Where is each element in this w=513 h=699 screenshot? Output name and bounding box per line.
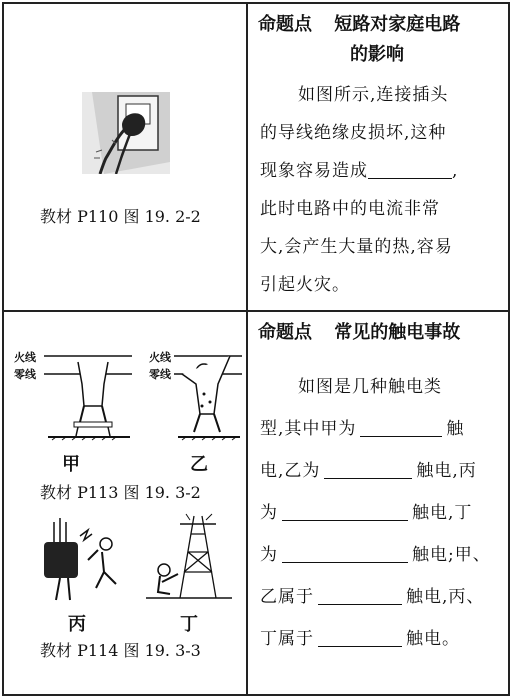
row-divider [4,310,508,312]
para-text: 电,乙为 [260,461,321,481]
live-wire-label-jia: 火线 [14,351,36,364]
answer-blank[interactable] [324,460,412,479]
question-paragraph-1 [248,76,508,304]
answer-blank[interactable] [282,502,408,521]
para-line: 如图是几种触电类 [298,377,442,397]
para-text: 触电,丙、 [406,587,485,607]
para-line [260,618,508,660]
para-line [260,152,508,190]
electric-shock-ding-image [144,512,234,602]
para-text: 为 [260,503,278,523]
para-text: 触电;甲、 [412,545,491,565]
label-jia: 甲 [62,454,80,475]
answer-blank[interactable] [318,586,402,605]
worksheet-table [2,2,510,696]
topic-title: 常见的触电事故 [334,322,461,343]
answer-blank[interactable] [318,628,402,647]
topic-label: 命题点 [258,14,312,35]
question-paragraph-2 [248,366,508,660]
topic-title-line1: 短路对家庭电路 [334,14,461,35]
socket-plug-image [82,92,170,174]
neutral-wire-label-yi: 零线 [149,368,171,381]
para-line [260,450,508,492]
answer-blank[interactable] [360,418,442,437]
figure-caption-3: 教材 P114 图 19. 3-3 [40,641,201,660]
para-text: 触电。 [406,629,460,649]
para-line [260,492,508,534]
live-wire-label-yi: 火线 [149,351,171,364]
para-line: 如图所示,连接插头 [298,85,449,105]
topic-label: 命题点 [258,322,312,343]
label-ding: 丁 [180,614,198,635]
para-text: , [452,161,459,181]
para-text: 丁属于 [260,629,314,649]
para-line: 引起火灾。 [260,275,350,295]
para-text: 为 [260,545,278,565]
label-bing: 丙 [68,614,86,635]
electric-shock-bing-image [40,512,130,602]
para-line [260,576,508,618]
topic-heading-1 [248,10,508,40]
electric-shock-yi-image [174,344,244,442]
topic-title-line2: 的影响 [350,44,404,65]
para-text: 乙属于 [260,587,314,607]
para-text: 触电,丁 [412,503,473,523]
electric-shock-jia-image [44,344,134,442]
para-line: 此时电路中的电流非常 [260,199,440,219]
para-line [260,408,508,450]
para-line: 大,会产生大量的热,容易 [260,237,453,257]
para-text: 触电,丙 [416,461,477,481]
para-line [260,534,508,576]
answer-blank[interactable] [368,160,452,179]
answer-blank[interactable] [282,544,408,563]
topic-heading-2 [248,318,508,348]
neutral-wire-label-jia: 零线 [14,368,36,381]
figure-caption-2: 教材 P113 图 19. 3-2 [40,483,201,502]
label-yi: 乙 [190,454,208,475]
para-line: 的导线绝缘皮损坏,这种 [260,123,447,143]
figure-caption-1: 教材 P110 图 19. 2-2 [40,207,201,226]
para-text: 现象容易造成 [260,161,368,181]
para-text: 触 [446,419,465,439]
para-text: 型,其中甲为 [260,419,357,439]
